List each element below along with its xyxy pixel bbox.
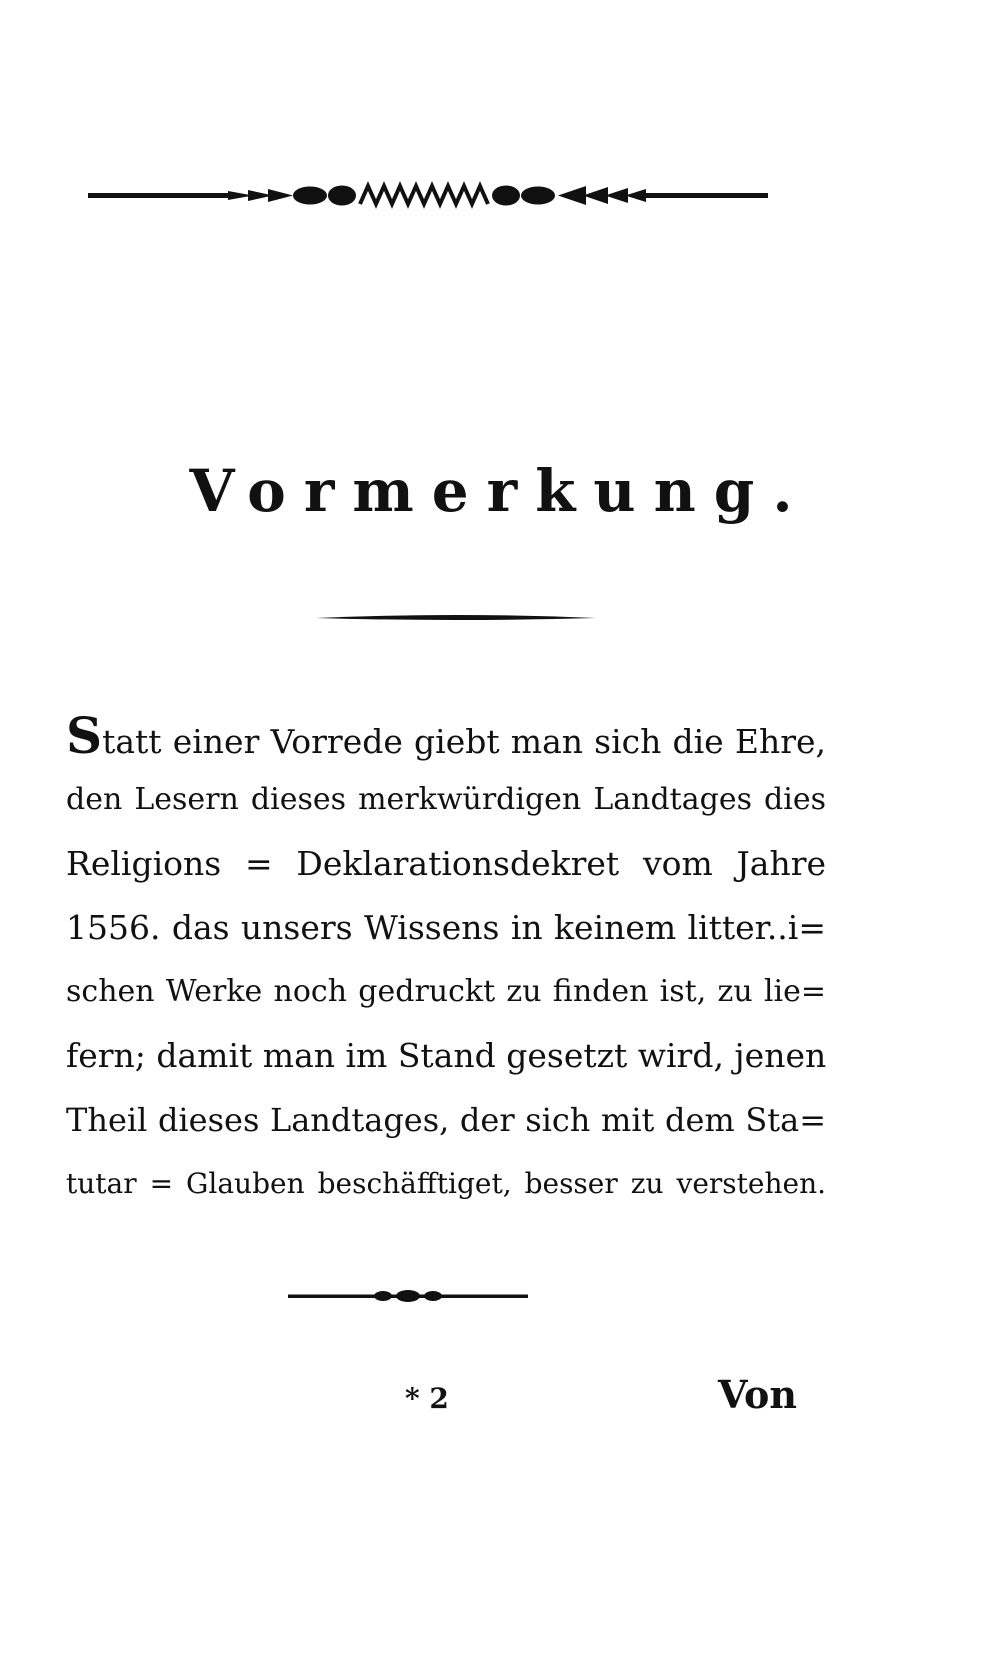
body-paragraph — [66, 704, 826, 1216]
text-line: den Lesern dieses merkwürdigen Landtages dies — [66, 782, 826, 817]
text-line-rest: tatt einer Vorrede giebt man sich die Ehre, — [102, 722, 826, 761]
title-rule — [316, 612, 596, 624]
text-line: Theil dieses Landtages, der sich mit dem Sta= — [66, 1101, 826, 1139]
catchword: Von — [718, 1372, 797, 1417]
text-line: schen Werke noch gedruckt zu finden ist, zu lie= — [66, 974, 826, 1009]
text-line: Religions = Deklarationsdekret vom Jahre — [66, 844, 826, 883]
bottom-ornament — [288, 1288, 528, 1304]
text-line: fern; damit man im Stand gesetzt wird, jenen — [66, 1036, 827, 1075]
drop-cap: S — [66, 706, 103, 765]
text-line: 1556. das unsers Wissens in keinem litter..i= — [66, 908, 826, 947]
text-line — [66, 704, 826, 768]
page-title: Vormerkung. — [189, 457, 811, 525]
top-ornament — [88, 178, 768, 214]
text-line: tutar = Glauben beschäfftiget, besser zu verstehen. — [66, 1167, 826, 1200]
signature-mark: * 2 — [405, 1382, 449, 1415]
